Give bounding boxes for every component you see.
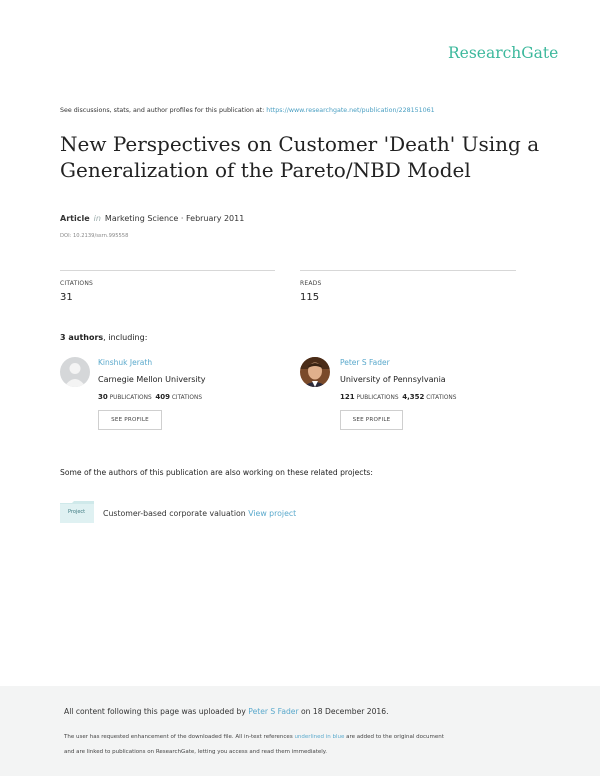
project-icon-label: Project — [68, 509, 86, 515]
citations-value: 31 — [60, 292, 73, 303]
authors-including: , including: — [103, 333, 148, 342]
authors-count: 3 authors — [60, 333, 104, 342]
enhancement-line-2: and are linked to publications on ResearchGate, letting you access and read them immediately. — [64, 749, 328, 755]
reads-divider — [300, 270, 516, 271]
enhancement-post: are added to the original document — [346, 734, 444, 740]
upload-note — [64, 707, 389, 716]
publication-meta — [60, 214, 244, 223]
underlined-blue-text: underlined in blue — [294, 734, 345, 740]
upload-note-pre: All content following this page was uploaded by — [64, 707, 246, 716]
author-photo-image — [300, 357, 330, 387]
author-publications-count: 121 — [340, 393, 355, 401]
title-line-2: Generalization of the Pareto/NBD Model — [60, 158, 471, 182]
related-projects-heading: Some of the authors of this publication are also working on these related projects: — [60, 468, 373, 477]
reads-value: 115 — [300, 292, 320, 303]
citations-label: CITATIONS — [60, 280, 94, 287]
researchgate-logo[interactable]: ResearchGate — [448, 44, 559, 62]
venue-date: Marketing Science · February 2011 — [104, 214, 245, 223]
upload-note-post: on 18 December 2016. — [301, 707, 389, 716]
author-institution: University of Pennsylvania — [340, 375, 446, 384]
project-name: Customer-based corporate valuation — [103, 509, 246, 518]
author-institution: Carnegie Mellon University — [98, 375, 206, 384]
enhancement-note — [64, 730, 444, 760]
citations-label: CITATIONS — [171, 395, 203, 401]
publication-link[interactable]: https://www.researchgate.net/publication/228151061 — [266, 107, 435, 114]
view-project-link[interactable]: View project — [248, 509, 297, 518]
author-citations-count: 409 — [155, 393, 170, 401]
title-line-1: New Perspectives on Customer 'Death' Using a — [60, 132, 540, 156]
in-label: in — [93, 214, 101, 223]
author-citations-count: 4,352 — [402, 393, 425, 401]
uploader-link[interactable]: Peter S Fader — [248, 707, 299, 716]
default-user-icon — [60, 357, 90, 387]
see-profile-button[interactable]: SEE PROFILE — [98, 410, 162, 430]
enhancement-pre: The user has requested enhancement of the downloaded file. All in-text references — [64, 734, 293, 740]
author-publications-count: 30 — [98, 393, 108, 401]
publication-title — [60, 131, 560, 183]
author-name-link[interactable]: Peter S Fader — [340, 358, 390, 367]
see-profile-button[interactable]: SEE PROFILE — [340, 410, 403, 430]
publication-kind: Article — [60, 214, 90, 223]
publications-label: PUBLICATIONS — [109, 395, 152, 401]
citations-label: CITATIONS — [426, 395, 457, 401]
reads-label: READS — [300, 280, 322, 287]
author-stats — [340, 393, 456, 401]
authors-heading — [60, 333, 147, 342]
author-name-link[interactable]: Kinshuk Jerath — [98, 358, 153, 367]
avatar-placeholder[interactable] — [60, 357, 90, 387]
footer — [0, 686, 600, 776]
project-folder-icon — [60, 501, 94, 523]
doi: DOI: 10.2139/ssrn.995558 — [60, 233, 129, 239]
citations-divider — [60, 270, 275, 271]
project-entry — [103, 509, 296, 518]
discussion-line — [60, 107, 435, 114]
author-stats — [98, 393, 202, 401]
publications-label: PUBLICATIONS — [356, 395, 399, 401]
discussion-text: See discussions, stats, and author profiles for this publication at: — [60, 107, 265, 114]
author-photo[interactable] — [300, 357, 330, 387]
